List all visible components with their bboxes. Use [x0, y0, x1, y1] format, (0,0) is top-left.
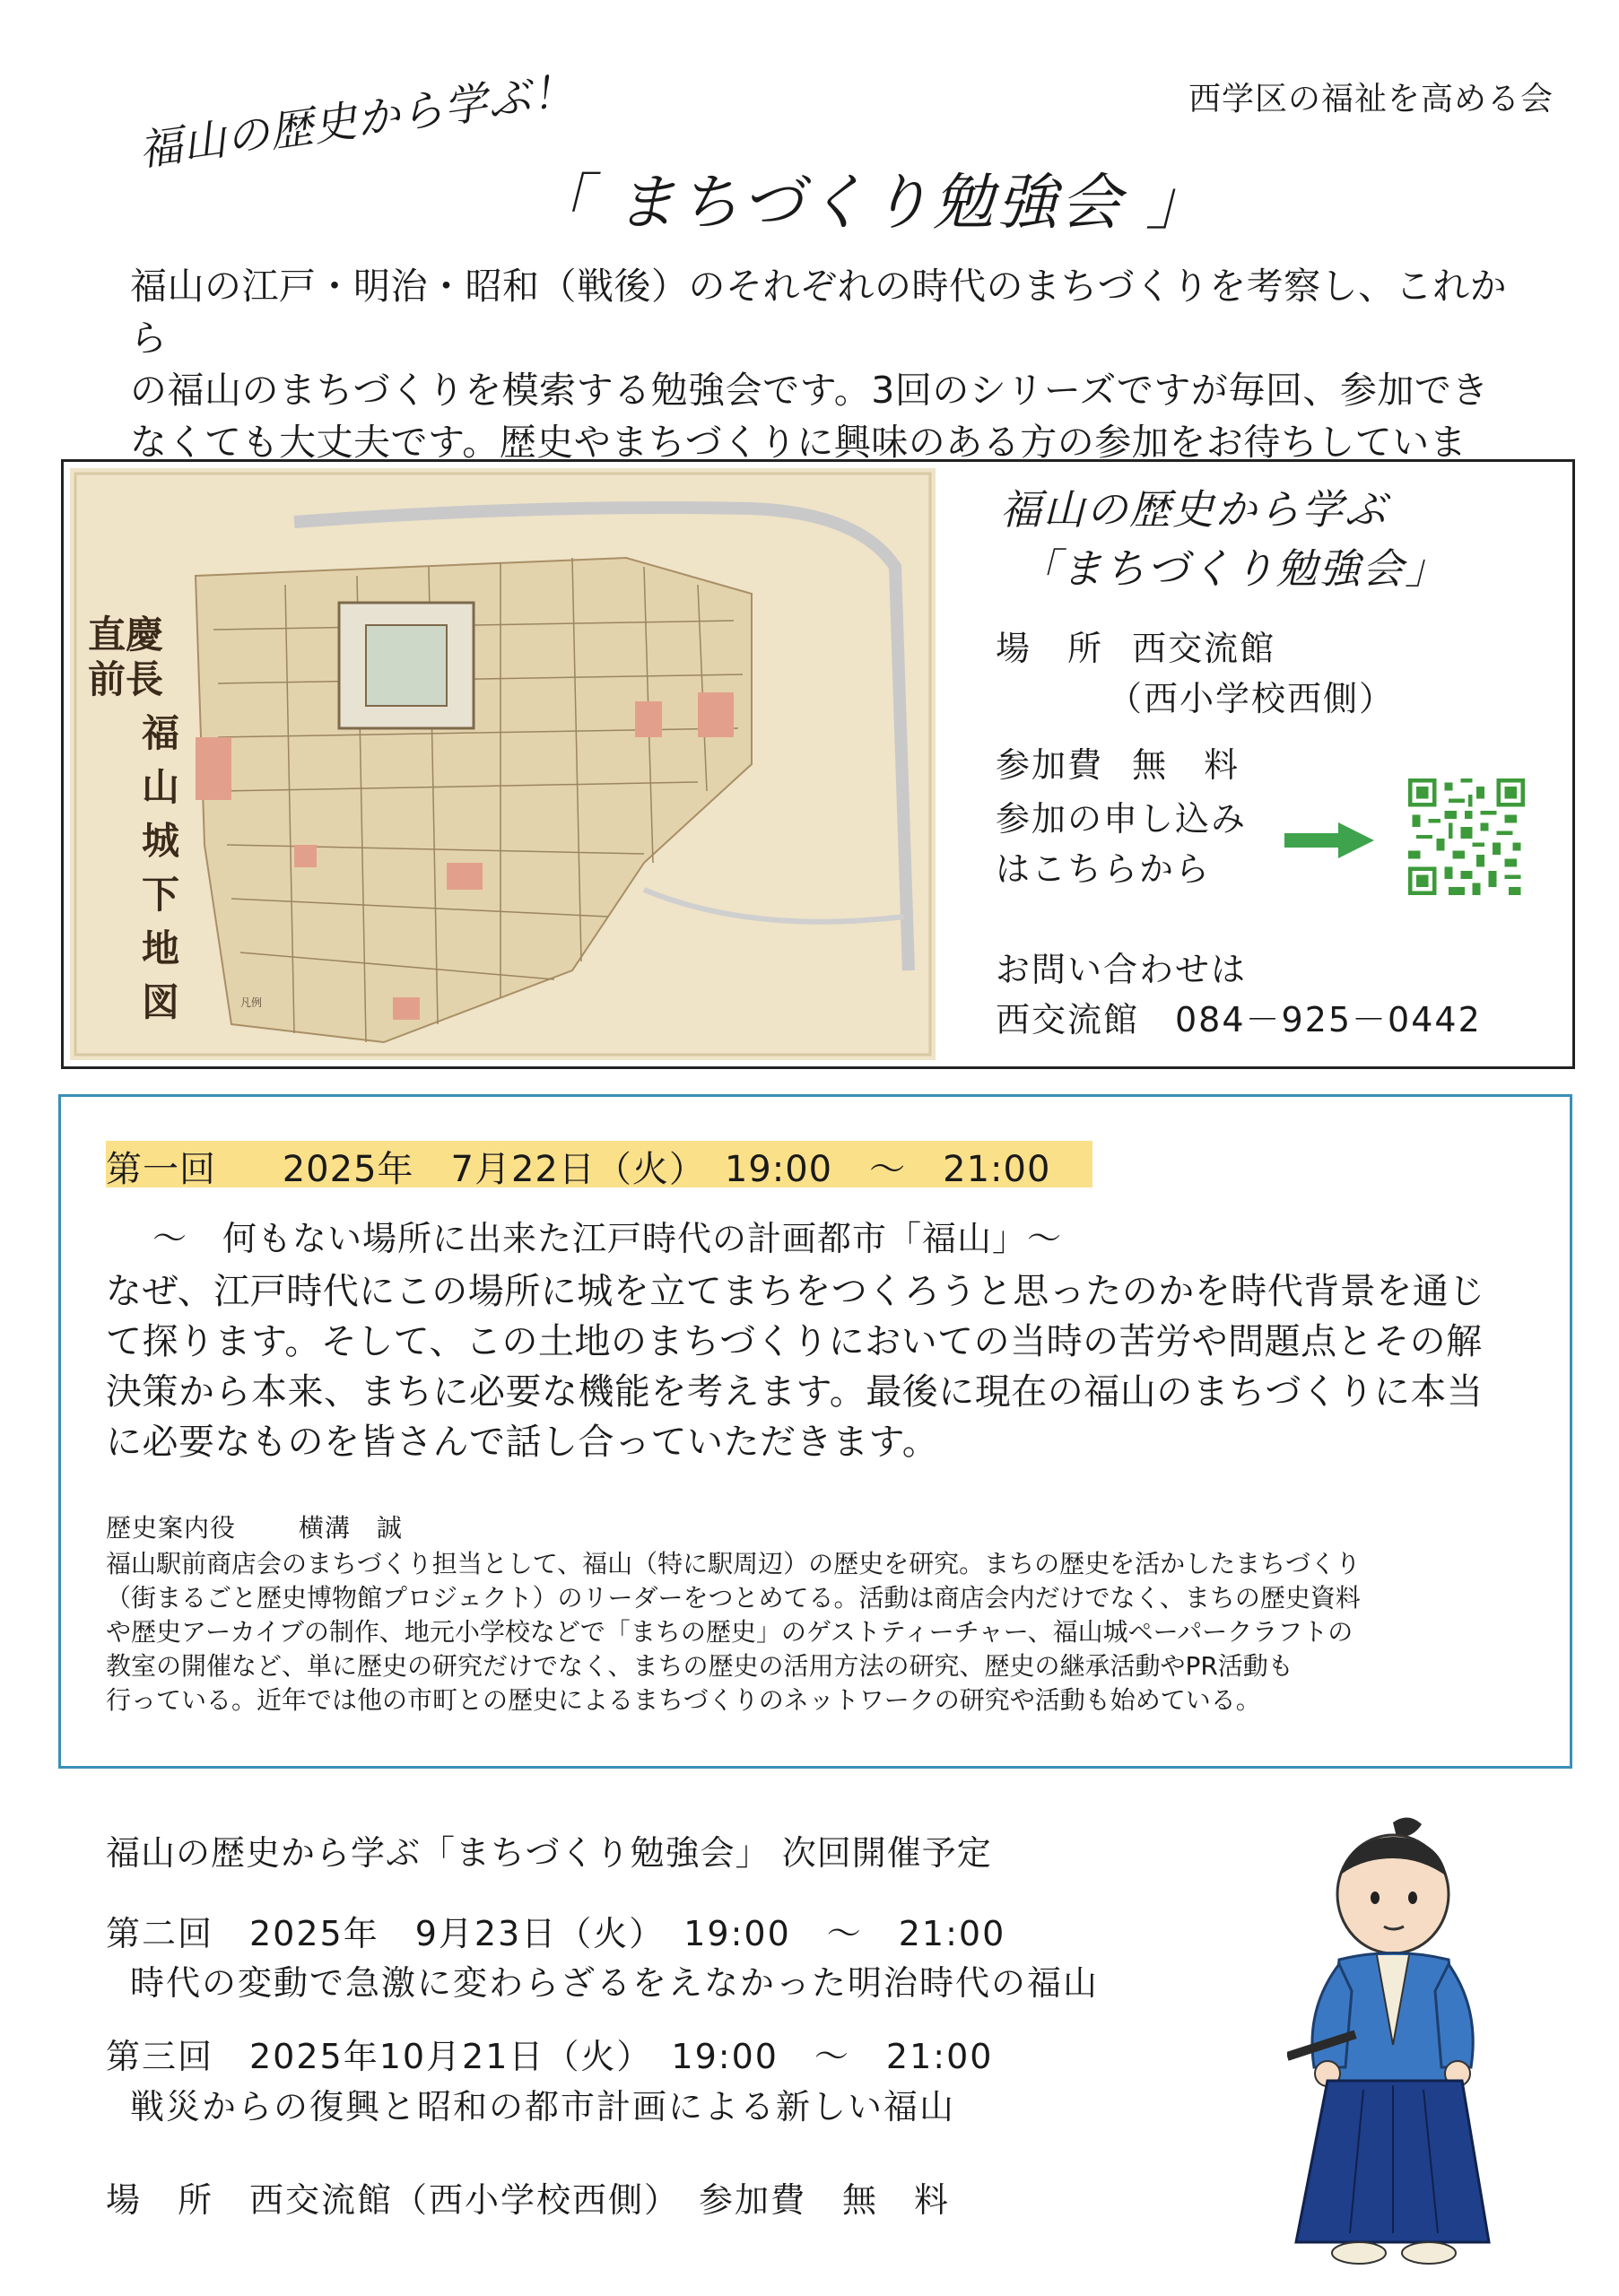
- session1-heading: [106, 1137, 1092, 1189]
- session1-line: なぜ、江戸時代にこの場所に城を立てまちをつくろうと思ったのかを時代背景を通じ: [106, 1271, 1485, 1312]
- intro-line: の福山のまちづくりを模索する勉強会です。3回のシリーズですが毎回、参加でき: [130, 369, 1489, 412]
- organization-name: 西学区の福祉を高める会: [1188, 81, 1554, 117]
- samurai-mascot-illustration: [1287, 1812, 1493, 2278]
- historical-map-image: [70, 468, 936, 1060]
- svg-text:長: 長: [126, 657, 164, 701]
- qr-code[interactable]: [1408, 778, 1525, 895]
- guide-label: 歴史案内役: [106, 1513, 237, 1543]
- guide-bio-line: （街まるごと歴史博物館プロジェクト）のリーダーをつとめてる。活動は商店会内だけでなく、まちの歴史資料: [106, 1583, 1361, 1613]
- svg-text:直: 直: [88, 613, 126, 657]
- svg-text:福: 福: [142, 711, 180, 755]
- contact-phone: 西交流館 084－925－0442: [996, 1000, 1482, 1039]
- svg-text:山: 山: [142, 765, 180, 809]
- upcoming-heading: 福山の歴史から学ぶ「まちづくり勉強会」 次回開催予定: [106, 1833, 992, 1873]
- footer-info: 場 所 西交流館（西小学校西側） 参加費 無 料: [106, 2180, 951, 2220]
- svg-text:凡例: 凡例: [240, 996, 263, 1009]
- session1-description: [106, 1266, 1559, 1467]
- session1-line: 決策から本来、まちに必要な機能を考えます。最後に現在の福山のまちづくりに本当: [106, 1371, 1484, 1413]
- guide-bio-line: 福山駅前商店会のまちづくり担当として、福山（特に駅周辺）の歴史を研究。まちの歴史を活かしたまちづくり: [106, 1549, 1361, 1578]
- guide-heading: [106, 1509, 403, 1544]
- info-box-subtitle: 「まちづくり勉強会」: [1018, 544, 1449, 593]
- contact-text: お問い合わせは: [996, 950, 1248, 989]
- info-box-title: 福山の歴史から学ぶ: [1000, 485, 1388, 534]
- session1-label: 第一回: [106, 1149, 216, 1190]
- fee-value: 無 料: [1132, 745, 1240, 785]
- session3-theme: 戦災からの復興と昭和の都市計画による新しい福山: [130, 2087, 956, 2126]
- svg-text:慶: 慶: [126, 613, 164, 657]
- place-sub: （西小学校西側）: [1108, 679, 1396, 718]
- apply-text-1: 参加の申し込み: [996, 799, 1248, 839]
- svg-text:前: 前: [88, 657, 126, 701]
- guide-bio-line: 行っている。近年では他の市町との歴史によるまちづくりのネットワークの研究や活動も始めている。: [106, 1685, 1261, 1715]
- place-value: 西交流館: [1132, 629, 1276, 668]
- session1-line: に必要なものを皆さんで話し合っていただきます。: [106, 1422, 939, 1463]
- session3-datetime: 第三回 2025年10月21日（火） 19:00 ～ 21:00: [106, 2037, 994, 2076]
- svg-text:城: 城: [142, 819, 180, 863]
- fee-label: 参加費: [996, 745, 1104, 785]
- svg-text:地: 地: [142, 926, 180, 970]
- session1-datetime: 2025年 7月22日（火） 19:00 ～ 21:00: [282, 1149, 1051, 1190]
- place-label: 場 所: [996, 629, 1104, 668]
- guide-bio-line: 教室の開催など、単に歴史の研究だけでなく、まちの歴史の活用方法の研究、歴史の継承活動やPR活動も: [106, 1651, 1293, 1681]
- page-title: 「 まちづくり勉強会 」: [529, 168, 1210, 239]
- intro-line: 福山の江戸・明治・昭和（戦後）のそれぞれの時代のまちづくりを考察し、これから: [130, 265, 1508, 360]
- intro-line: なくても大丈夫です。歴史やまちづくりに興味のある方の参加をお待ちしていま: [130, 421, 1467, 464]
- fee-row: [996, 737, 1240, 787]
- svg-text:下: 下: [142, 873, 180, 917]
- place-row: [996, 621, 1275, 670]
- session1-theme: ～ 何もない場所に出来た江戸時代の計画都市「福山」～: [152, 1219, 1063, 1258]
- guide-bio: [106, 1547, 1559, 1718]
- tagline: 福山の歴史から学ぶ！: [135, 65, 579, 177]
- session1-line: て探ります。そして、この土地のまちづくりにおいての当時の苦労や問題点とその解: [106, 1321, 1483, 1362]
- session2-datetime: 第二回 2025年 9月23日（火） 19:00 ～ 21:00: [106, 1914, 1006, 1953]
- guide-name: 横溝 誠: [298, 1513, 403, 1543]
- guide-bio-line: や歴史アーカイブの制作、地元小学校などで「まちの歴史」のゲストティーチャー、福山城ペーパークラフトの: [106, 1617, 1354, 1647]
- session2-theme: 時代の変動で急激に変わらざるをえなかった明治時代の福山: [130, 1963, 1100, 2003]
- svg-text:図: 図: [142, 980, 180, 1024]
- apply-text-2: はこちらから: [996, 849, 1212, 889]
- arrow-right-icon: [1284, 821, 1374, 860]
